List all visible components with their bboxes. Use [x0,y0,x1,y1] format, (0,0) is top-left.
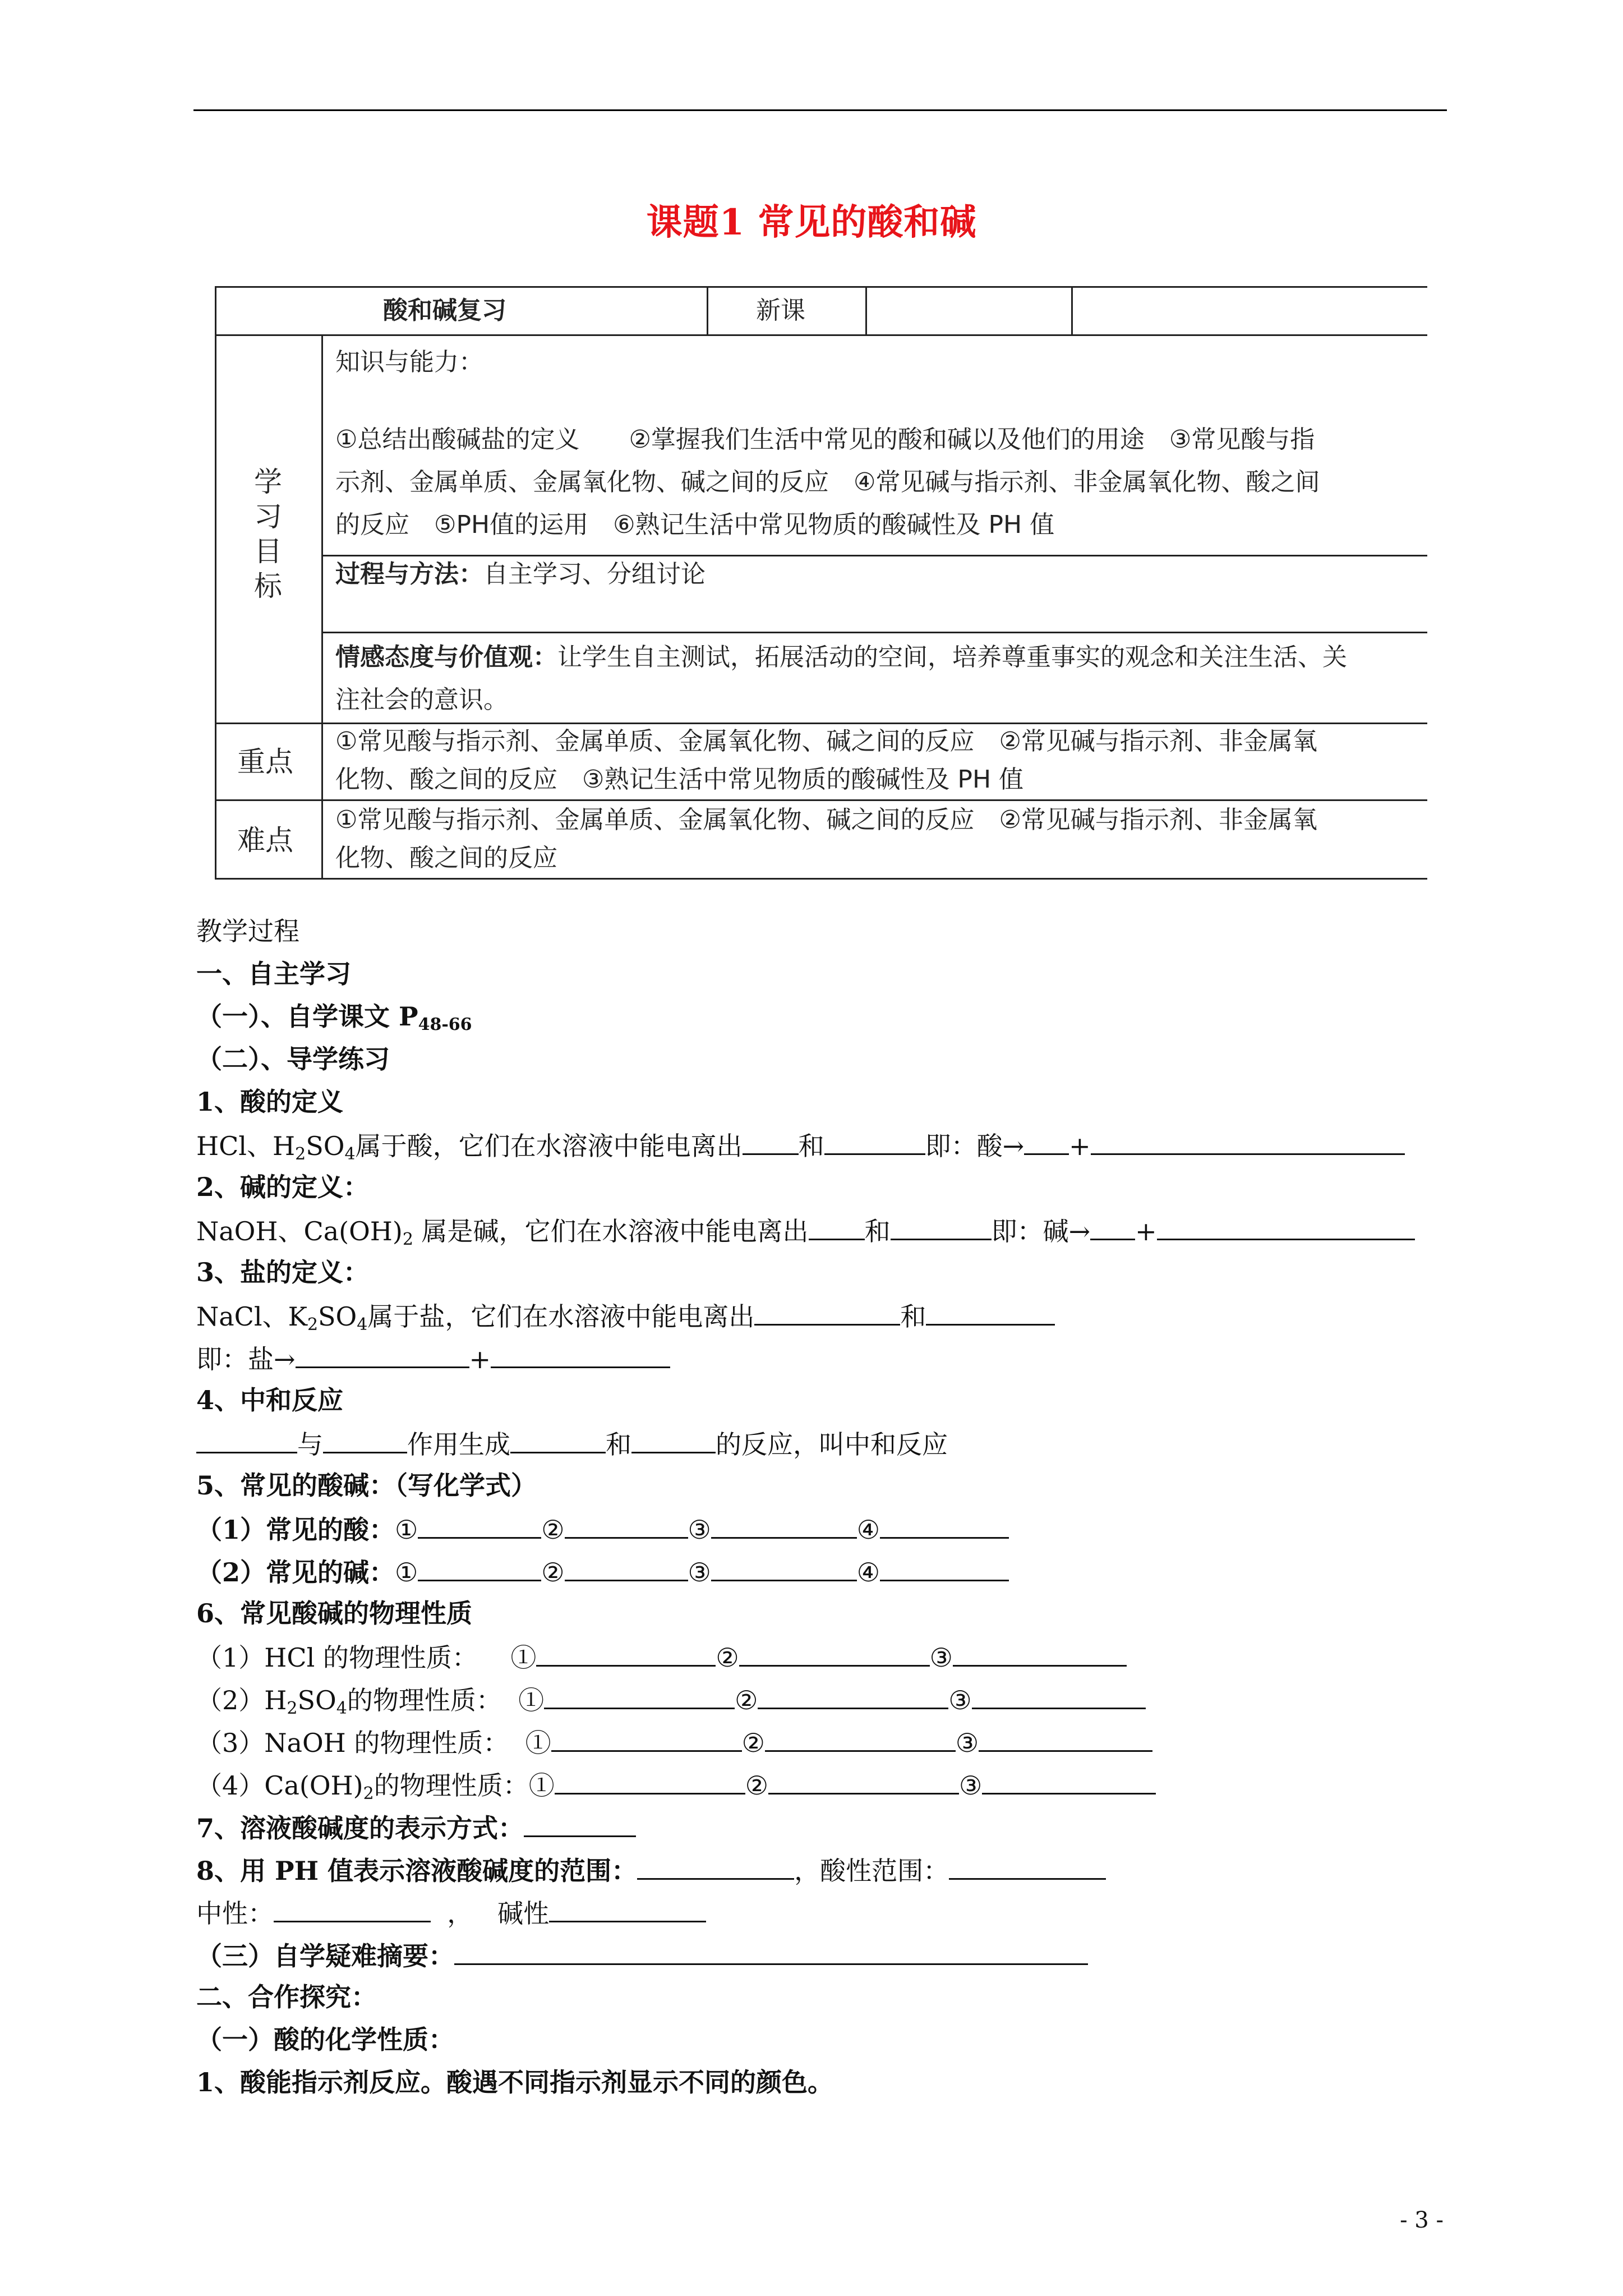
subsection-heading: （一）、自学课文 $P_{48-66}$ [196,1001,472,1034]
question-line: 中性： ， 碱性 [196,1895,706,1930]
subsection-heading: （一）酸的化学性质： [196,2024,454,2055]
key-line: 化物、酸之间的反应 ③熟记生活中常见物质的酸碱性及 PH 值 [335,765,1024,794]
answer-blank[interactable] [880,1511,1009,1539]
knowledge-line: ①总结出酸碱盐的定义 ②掌握我们生活中常见的酸和碱以及他们的用途 ③常见酸与指 [335,425,1315,454]
question-line: 与 作用生成 和 的反应，叫中和反应 [196,1426,948,1461]
answer-blank[interactable] [544,1682,735,1709]
answer-blank[interactable] [555,1767,745,1795]
answer-blank[interactable] [549,1895,706,1922]
question-line: NaCl、$K_2SO_4$属于盐，它们在水溶液中能电离出 和 [196,1298,1055,1342]
answer-blank[interactable] [953,1639,1127,1667]
question-line: $(4)Ca(OH)_2$的物理性质：① ② ③ [196,1767,1156,1811]
answer-blank[interactable] [949,1852,1106,1880]
question-heading: 4、中和反应 [196,1385,344,1415]
table-header-course: 酸和碱复习 [383,296,506,325]
subsection-heading: （二）、导学练习 [196,1044,390,1074]
answer-blank[interactable] [536,1639,716,1667]
page-title: 课题1 常见的酸和碱 [646,201,977,243]
question-heading: 3、盐的定义： [196,1257,370,1287]
question-line: （三）自学疑难摘要： [196,1938,1088,1973]
answer-blank[interactable] [1024,1128,1069,1155]
answer-blank[interactable] [754,1298,900,1326]
answer-blank[interactable] [631,1426,716,1453]
answer-blank[interactable] [1157,1213,1415,1240]
question-line: $(2)H_2SO_4$的物理性质： ① ② ③ [196,1682,1146,1726]
hard-line: 化物、酸之间的反应 [335,844,557,872]
answer-blank[interactable] [1090,1213,1135,1240]
question-heading: 2、碱的定义： [196,1172,370,1202]
question-heading: 1、酸的定义 [196,1087,344,1117]
section-heading: 一、自主学习 [196,959,351,989]
question-line: 即：盐→ + [196,1341,670,1376]
answer-blank[interactable] [979,1724,1152,1752]
hard-label: 难点 [237,824,293,857]
goal-label: 学 习 目 标 [254,466,282,602]
objectives-table [215,286,1427,880]
answer-blank[interactable] [454,1938,1088,1965]
answer-blank[interactable] [711,1554,857,1581]
answer-blank[interactable] [768,1767,959,1795]
page-number: - 3 - [1400,2207,1444,2233]
answer-blank[interactable] [982,1767,1156,1795]
answer-blank[interactable] [323,1426,407,1453]
answer-blank[interactable] [491,1341,670,1368]
question-heading: 1、酸能指示剂反应。酸遇不同指示剂显示不同的颜色。 [196,2067,834,2097]
knowledge-heading: 知识与能力： [335,348,483,376]
question-heading: 6、常见酸碱的物理性质 [196,1598,473,1628]
hard-line: ①常见酸与指示剂、金属单质、金属氧化物、碱之间的反应 ②常见碱与指示剂、非金属氧 [335,806,1317,834]
key-line: ①常见酸与指示剂、金属单质、金属氧化物、碱之间的反应 ②常见碱与指示剂、非金属氧 [335,727,1317,756]
answer-blank[interactable] [891,1213,992,1240]
answer-blank[interactable] [565,1511,688,1539]
knowledge-line: 示剂、金属单质、金属氧化物、碱之间的反应 ④常见碱与指示剂、非金属氧化物、酸之间 [335,468,1320,496]
question-line: （3）NaOH 的物理性质： ① ② ③ [196,1724,1152,1760]
question-line: （1）HCl 的物理性质： ① ② ③ [196,1639,1127,1674]
question-line: 7、溶液酸碱度的表示方式： [196,1810,636,1845]
answer-blank[interactable] [274,1895,431,1922]
answer-blank[interactable] [809,1213,865,1240]
answer-blank[interactable] [711,1511,857,1539]
emotion-line: 情感态度与价值观：让学生自主测试，拓展活动的空间，培养尊重事实的观念和关注生活、关 [335,643,1347,671]
question-line: （1）常见的酸：① ② ③ ④ [196,1511,1009,1547]
answer-blank[interactable] [418,1554,541,1581]
question-heading: 5、常见的酸碱：（写化学式） [196,1470,537,1501]
answer-blank[interactable] [296,1341,469,1368]
answer-blank[interactable] [418,1511,541,1539]
answer-blank[interactable] [510,1426,606,1453]
answer-blank[interactable] [758,1682,948,1709]
answer-blank[interactable] [565,1554,688,1581]
question-line: （2）常见的碱：① ② ③ ④ [196,1554,1009,1589]
process-method: 过程与方法：自主学习、分组讨论 [335,560,706,588]
answer-blank[interactable] [637,1852,794,1880]
question-line: NaOH、$Ca(OH)_2$ 属是碱，它们在水溶液中能电离出 和 即：碱→ + [196,1213,1415,1257]
header-rule [193,109,1447,111]
answer-blank[interactable] [880,1554,1009,1581]
answer-blank[interactable] [743,1128,799,1155]
answer-blank[interactable] [765,1724,956,1752]
answer-blank[interactable] [1091,1128,1405,1155]
answer-blank[interactable] [551,1724,742,1752]
section-heading: 二、合作探究： [196,1982,377,2012]
answer-blank[interactable] [739,1639,930,1667]
process-title: 教学过程 [196,916,299,946]
key-label: 重点 [237,746,293,778]
answer-blank[interactable] [524,1810,636,1837]
question-line: HCl、$H_2SO_4$属于酸，它们在水溶液中能电离出 和 即：酸→ + [196,1128,1405,1171]
knowledge-line: 的反应 ⑤PH值的运用 ⑥熟记生活中常见物质的酸碱性及 PH 值 [335,510,1055,539]
table-header-type: 新课 [756,296,805,325]
question-line: 8、用 PH 值表示溶液酸碱度的范围： ，酸性范围： [196,1852,1106,1888]
answer-blank[interactable] [926,1298,1055,1326]
answer-blank[interactable] [972,1682,1146,1709]
emotion-line: 注社会的意识。 [335,685,508,714]
answer-blank[interactable] [196,1426,297,1453]
answer-blank[interactable] [824,1128,925,1155]
